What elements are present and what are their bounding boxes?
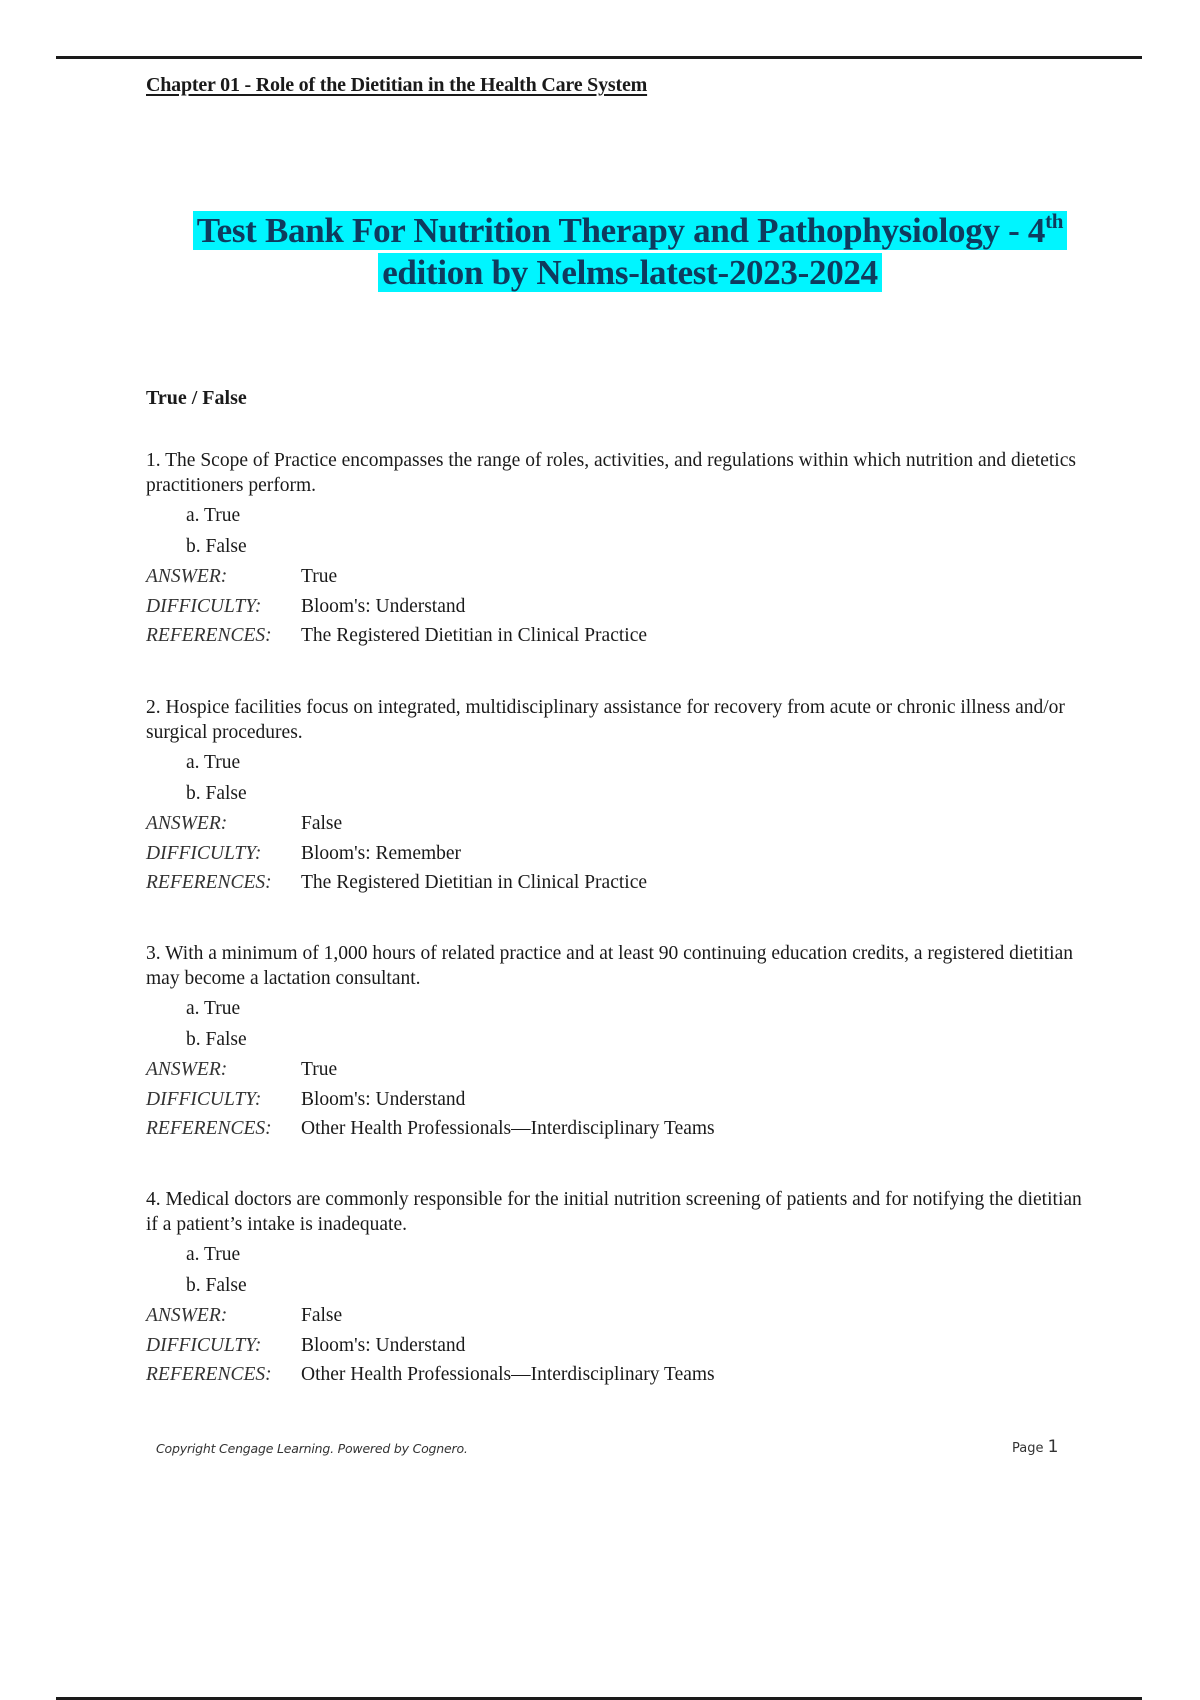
option-b: b. False bbox=[186, 1029, 247, 1050]
difficulty-value: Bloom's: Understand bbox=[301, 1334, 466, 1356]
question-4 bbox=[146, 1187, 1096, 1390]
references-value: Other Health Professionals—Interdisciplinary Teams bbox=[301, 1118, 715, 1139]
answer-row bbox=[146, 1301, 1096, 1331]
references-value: The Registered Dietitian in Clinical Practice bbox=[301, 872, 648, 893]
difficulty-row bbox=[146, 592, 1096, 622]
question-text: 2. Hospice facilities focus on integrated, multidisciplinary assistance for recovery from acute or chronic illness and/or surgical procedures. bbox=[146, 697, 1065, 743]
answer-label: ANSWER: bbox=[146, 813, 228, 834]
difficulty-value: Bloom's: Remember bbox=[301, 842, 462, 864]
answer-label: ANSWER: bbox=[146, 566, 228, 587]
page-label: Page bbox=[1012, 1441, 1044, 1456]
references-row bbox=[146, 1114, 1096, 1144]
document-title bbox=[140, 210, 1120, 294]
references-row bbox=[146, 1360, 1096, 1390]
references-label: REFERENCES: bbox=[146, 625, 272, 646]
references-label: REFERENCES: bbox=[146, 872, 272, 893]
difficulty-label: DIFFICULTY: bbox=[146, 1334, 262, 1356]
difficulty-label: DIFFICULTY: bbox=[146, 1088, 262, 1110]
answer-value: True bbox=[301, 566, 338, 587]
chapter-title: Chapter 01 - Role of the Dietitian in the Health Care System bbox=[146, 74, 648, 96]
difficulty-value: Bloom's: Understand bbox=[301, 1088, 466, 1110]
section-heading: True / False bbox=[146, 387, 247, 409]
question-text: 3. With a minimum of 1,000 hours of related practice and at least 90 continuing education credits, a registered dietitian may become a lactation consultant. bbox=[146, 943, 1073, 989]
difficulty-label: DIFFICULTY: bbox=[146, 595, 262, 617]
difficulty-value: Bloom's: Understand bbox=[301, 595, 466, 617]
answer-value: False bbox=[301, 813, 343, 834]
question-text: 1. The Scope of Practice encompasses the range of roles, activities, and regulations within which nutrition and dietetics practitioners perform. bbox=[146, 450, 1076, 496]
option-b: b. False bbox=[186, 783, 247, 804]
page-number-value: 1 bbox=[1047, 1437, 1059, 1457]
references-row bbox=[146, 621, 1096, 651]
title-line-1-text: Test Bank For Nutrition Therapy and Pathophysiology - 4 bbox=[196, 211, 1046, 250]
answer-value: True bbox=[301, 1059, 338, 1080]
question-1 bbox=[146, 448, 1096, 651]
title-line-2: edition by Nelms-latest-2023-2024 bbox=[378, 253, 882, 292]
difficulty-row bbox=[146, 1085, 1096, 1115]
answer-row bbox=[146, 1055, 1096, 1085]
difficulty-label: DIFFICULTY: bbox=[146, 842, 262, 864]
option-b: b. False bbox=[186, 1275, 247, 1296]
title-line-1 bbox=[193, 211, 1067, 250]
answer-label: ANSWER: bbox=[146, 1305, 228, 1326]
title-superscript: th bbox=[1045, 209, 1064, 233]
difficulty-row bbox=[146, 839, 1096, 869]
question-text: 4. Medical doctors are commonly responsible for the initial nutrition screening of patients and for notifying the dietitian if a patient’s intake is inadequate. bbox=[146, 1189, 1082, 1235]
difficulty-row bbox=[146, 1331, 1096, 1361]
option-a: a. True bbox=[186, 505, 241, 526]
option-a: a. True bbox=[186, 752, 241, 773]
answer-label: ANSWER: bbox=[146, 1059, 228, 1080]
references-row bbox=[146, 868, 1096, 898]
option-a: a. True bbox=[186, 998, 241, 1019]
references-label: REFERENCES: bbox=[146, 1118, 272, 1139]
answer-value: False bbox=[301, 1305, 343, 1326]
question-3 bbox=[146, 941, 1096, 1144]
page-number bbox=[1012, 1437, 1058, 1457]
option-a: a. True bbox=[186, 1244, 241, 1265]
references-value: The Registered Dietitian in Clinical Practice bbox=[301, 625, 648, 646]
references-value: Other Health Professionals—Interdisciplinary Teams bbox=[301, 1364, 715, 1385]
option-b: b. False bbox=[186, 536, 247, 557]
question-2 bbox=[146, 695, 1096, 898]
answer-row bbox=[146, 562, 1096, 592]
references-label: REFERENCES: bbox=[146, 1364, 272, 1385]
footer-copyright: Copyright Cengage Learning. Powered by Cognero. bbox=[156, 1441, 468, 1456]
answer-row bbox=[146, 809, 1096, 839]
top-rule bbox=[56, 56, 1142, 59]
